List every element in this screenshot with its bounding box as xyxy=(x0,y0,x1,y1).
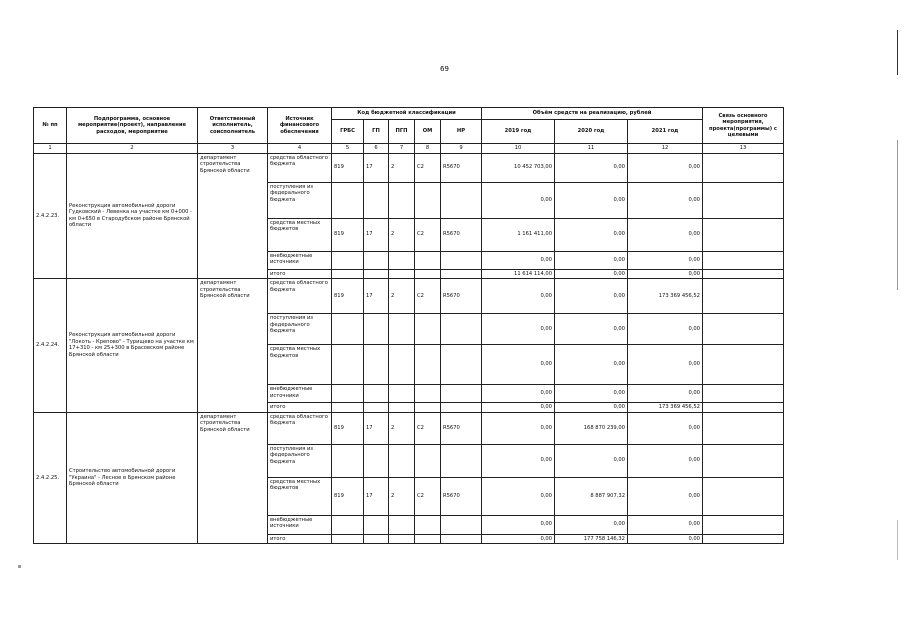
column-number: 13 xyxy=(703,144,784,154)
item-number: 2.4.2.24. xyxy=(34,279,67,413)
link-cell xyxy=(703,385,784,403)
link-cell xyxy=(703,444,784,477)
item-responsible: департамент строительства Брянской области xyxy=(198,279,268,413)
funding-source: поступления из федерального бюджета xyxy=(268,444,332,477)
code-grbs: 819 xyxy=(332,279,364,314)
amount-y2020: 168 870 239,00 xyxy=(555,412,628,444)
code-gp: 17 xyxy=(364,218,389,251)
column-number: 10 xyxy=(482,144,555,154)
amount-y2020: 0,00 xyxy=(555,444,628,477)
item-number: 2.4.2.25. xyxy=(34,412,67,544)
column-number: 11 xyxy=(555,144,628,154)
code-gp xyxy=(364,314,389,345)
total-label: итого xyxy=(268,534,332,544)
amount-y2020: 0,00 xyxy=(555,515,628,534)
total-y2019: 0,00 xyxy=(482,403,555,413)
amount-y2019: 1 161 411,00 xyxy=(482,218,555,251)
funding-source: поступления из федерального бюджета xyxy=(268,182,332,218)
item-name: Реконструкция автомобильной дороги "Локоть - Крепово" - Турищево на участке км 17+310 - км 25+300 в Брасовском районе Брянской области xyxy=(67,279,198,413)
code-gp: 17 xyxy=(364,279,389,314)
code-pgp xyxy=(389,444,415,477)
code-nr: R5670 xyxy=(441,218,482,251)
total-y2019: 0,00 xyxy=(482,534,555,544)
amount-y2020: 0,00 xyxy=(555,385,628,403)
code-nr xyxy=(441,385,482,403)
code-nr: R5670 xyxy=(441,279,482,314)
code-gp: 17 xyxy=(364,153,389,182)
code-empty xyxy=(389,403,415,413)
funding-source: средства местных бюджетов xyxy=(268,345,332,385)
budget-table xyxy=(33,107,784,544)
link-cell xyxy=(703,412,784,444)
funding-source: средства областного бюджета xyxy=(268,412,332,444)
total-label: итого xyxy=(268,269,332,279)
header-om: ОМ xyxy=(415,120,441,144)
link-cell xyxy=(703,218,784,251)
header-num: № пп xyxy=(34,108,67,144)
column-number: 5 xyxy=(332,144,364,154)
code-pgp xyxy=(389,345,415,385)
code-om xyxy=(415,345,441,385)
code-nr xyxy=(441,182,482,218)
code-nr xyxy=(441,345,482,385)
code-pgp xyxy=(389,385,415,403)
link-cell xyxy=(703,477,784,515)
header-program: Подпрограмма, основное мероприятие(проект), направление расходов, мероприятие xyxy=(67,108,198,144)
code-grbs xyxy=(332,444,364,477)
amount-y2019: 0,00 xyxy=(482,477,555,515)
code-grbs xyxy=(332,385,364,403)
code-grbs xyxy=(332,182,364,218)
column-number: 7 xyxy=(389,144,415,154)
amount-y2019: 0,00 xyxy=(482,444,555,477)
column-number: 9 xyxy=(441,144,482,154)
code-nr xyxy=(441,251,482,269)
code-empty xyxy=(364,534,389,544)
amount-y2019: 0,00 xyxy=(482,279,555,314)
amount-y2020: 0,00 xyxy=(555,314,628,345)
code-nr: R5670 xyxy=(441,153,482,182)
amount-y2020: 8 887 907,32 xyxy=(555,477,628,515)
scan-edge-mark xyxy=(897,30,898,75)
code-empty xyxy=(332,269,364,279)
scan-speck xyxy=(18,565,21,568)
page-number: 69 xyxy=(440,65,449,73)
item-name: Строительство автомобильной дороги "Украина" - Лесное в Брянском районе Брянской области xyxy=(67,412,198,544)
header-pgp: ПГП xyxy=(389,120,415,144)
code-gp xyxy=(364,345,389,385)
scan-edge-mark xyxy=(897,520,898,560)
total-y2021: 0,00 xyxy=(628,269,703,279)
code-nr: R5670 xyxy=(441,412,482,444)
header-budget-code: Код бюджетной классификации xyxy=(332,108,482,120)
link-cell xyxy=(703,279,784,314)
code-gp: 17 xyxy=(364,412,389,444)
code-empty xyxy=(389,534,415,544)
funding-source: средства областного бюджета xyxy=(268,279,332,314)
amount-y2019: 0,00 xyxy=(482,515,555,534)
code-grbs: 819 xyxy=(332,477,364,515)
code-grbs: 819 xyxy=(332,218,364,251)
amount-y2020: 0,00 xyxy=(555,279,628,314)
amount-y2021: 0,00 xyxy=(628,477,703,515)
link-cell xyxy=(703,515,784,534)
code-om xyxy=(415,444,441,477)
link-cell xyxy=(703,534,784,544)
code-gp xyxy=(364,444,389,477)
funding-source: средства местных бюджетов xyxy=(268,218,332,251)
code-nr xyxy=(441,314,482,345)
code-empty xyxy=(332,534,364,544)
column-number: 12 xyxy=(628,144,703,154)
code-empty xyxy=(332,403,364,413)
code-om xyxy=(415,314,441,345)
amount-y2021: 0,00 xyxy=(628,345,703,385)
column-number: 2 xyxy=(67,144,198,154)
code-grbs: 819 xyxy=(332,412,364,444)
amount-y2021: 0,00 xyxy=(628,218,703,251)
code-gp xyxy=(364,515,389,534)
code-gp xyxy=(364,385,389,403)
funding-source: поступления из федерального бюджета xyxy=(268,314,332,345)
link-cell xyxy=(703,182,784,218)
code-om: С2 xyxy=(415,218,441,251)
amount-y2021: 0,00 xyxy=(628,314,703,345)
link-cell xyxy=(703,153,784,182)
link-cell xyxy=(703,314,784,345)
total-y2019: 11 614 114,00 xyxy=(482,269,555,279)
amount-y2019: 0,00 xyxy=(482,314,555,345)
code-nr xyxy=(441,444,482,477)
amount-y2019: 0,00 xyxy=(482,251,555,269)
code-pgp xyxy=(389,515,415,534)
link-cell xyxy=(703,403,784,413)
total-y2020: 0,00 xyxy=(555,403,628,413)
amount-y2020: 0,00 xyxy=(555,182,628,218)
link-cell xyxy=(703,345,784,385)
amount-y2020: 0,00 xyxy=(555,251,628,269)
table-row xyxy=(34,153,784,182)
item-number: 2.4.2.23. xyxy=(34,153,67,279)
header-volume: Объём средств на реализацию, рублей xyxy=(482,108,703,120)
amount-y2021: 0,00 xyxy=(628,515,703,534)
column-number: 4 xyxy=(268,144,332,154)
code-empty xyxy=(441,403,482,413)
funding-source: внебюджетные источники xyxy=(268,385,332,403)
funding-source: средства местных бюджетов xyxy=(268,477,332,515)
amount-y2019: 10 452 703,00 xyxy=(482,153,555,182)
code-empty xyxy=(415,534,441,544)
code-pgp: 2 xyxy=(389,412,415,444)
amount-y2019: 0,00 xyxy=(482,412,555,444)
header-2019: 2019 год xyxy=(482,120,555,144)
amount-y2021: 0,00 xyxy=(628,444,703,477)
code-pgp: 2 xyxy=(389,153,415,182)
amount-y2021: 0,00 xyxy=(628,385,703,403)
table-row xyxy=(34,279,784,314)
code-empty xyxy=(441,269,482,279)
funding-source: средства областного бюджета xyxy=(268,153,332,182)
total-y2020: 0,00 xyxy=(555,269,628,279)
funding-source: внебюджетные источники xyxy=(268,251,332,269)
code-pgp xyxy=(389,314,415,345)
header-2021: 2021 год xyxy=(628,120,703,144)
code-om xyxy=(415,515,441,534)
code-empty xyxy=(441,534,482,544)
amount-y2020: 0,00 xyxy=(555,218,628,251)
column-number: 3 xyxy=(198,144,268,154)
code-nr xyxy=(441,515,482,534)
column-number: 1 xyxy=(34,144,67,154)
code-gp xyxy=(364,182,389,218)
link-cell xyxy=(703,251,784,269)
code-om xyxy=(415,251,441,269)
column-number: 6 xyxy=(364,144,389,154)
code-om: С2 xyxy=(415,153,441,182)
code-pgp: 2 xyxy=(389,279,415,314)
code-grbs xyxy=(332,345,364,385)
amount-y2019: 0,00 xyxy=(482,345,555,385)
code-pgp xyxy=(389,182,415,218)
header-grbs: ГРБС xyxy=(332,120,364,144)
code-pgp xyxy=(389,251,415,269)
total-label: итого xyxy=(268,403,332,413)
table-row xyxy=(34,412,784,444)
code-pgp: 2 xyxy=(389,218,415,251)
code-om xyxy=(415,385,441,403)
code-gp xyxy=(364,251,389,269)
code-empty xyxy=(364,269,389,279)
amount-y2019: 0,00 xyxy=(482,182,555,218)
amount-y2021: 0,00 xyxy=(628,182,703,218)
amount-y2020: 0,00 xyxy=(555,153,628,182)
link-cell xyxy=(703,269,784,279)
item-responsible: департамент строительства Брянской области xyxy=(198,153,268,279)
code-empty xyxy=(364,403,389,413)
amount-y2020: 0,00 xyxy=(555,345,628,385)
total-y2021: 0,00 xyxy=(628,534,703,544)
code-om xyxy=(415,182,441,218)
total-y2021: 173 369 456,52 xyxy=(628,403,703,413)
amount-y2019: 0,00 xyxy=(482,385,555,403)
funding-source: внебюджетные источники xyxy=(268,515,332,534)
header-responsible: Ответственный исполнитель, соисполнитель xyxy=(198,108,268,144)
code-empty xyxy=(415,269,441,279)
header-gp: ГП xyxy=(364,120,389,144)
item-name: Реконструкция автомобильной дороги Гудковский - Левенка на участке км 0+000 - км 0+650 в Стародубском районе Брянской области xyxy=(67,153,198,279)
code-grbs xyxy=(332,251,364,269)
amount-y2021: 0,00 xyxy=(628,412,703,444)
header-source: Источник финансового обеспечения xyxy=(268,108,332,144)
code-nr: R5670 xyxy=(441,477,482,515)
code-grbs xyxy=(332,314,364,345)
amount-y2021: 173 369 456,52 xyxy=(628,279,703,314)
code-om: С2 xyxy=(415,279,441,314)
total-y2020: 177 758 146,32 xyxy=(555,534,628,544)
code-pgp: 2 xyxy=(389,477,415,515)
scan-edge-mark xyxy=(897,140,898,290)
amount-y2021: 0,00 xyxy=(628,153,703,182)
item-responsible: департамент строительства Брянской области xyxy=(198,412,268,544)
column-number: 8 xyxy=(415,144,441,154)
code-grbs xyxy=(332,515,364,534)
code-grbs: 819 xyxy=(332,153,364,182)
code-om: С2 xyxy=(415,477,441,515)
header-2020: 2020 год xyxy=(555,120,628,144)
column-number-row xyxy=(34,144,784,154)
header-link: Связь основного мероприятия, проекта(программы) с целевыми xyxy=(703,108,784,144)
amount-y2021: 0,00 xyxy=(628,251,703,269)
code-empty xyxy=(415,403,441,413)
header-nr: НР xyxy=(441,120,482,144)
code-om: С2 xyxy=(415,412,441,444)
code-gp: 17 xyxy=(364,477,389,515)
code-empty xyxy=(389,269,415,279)
